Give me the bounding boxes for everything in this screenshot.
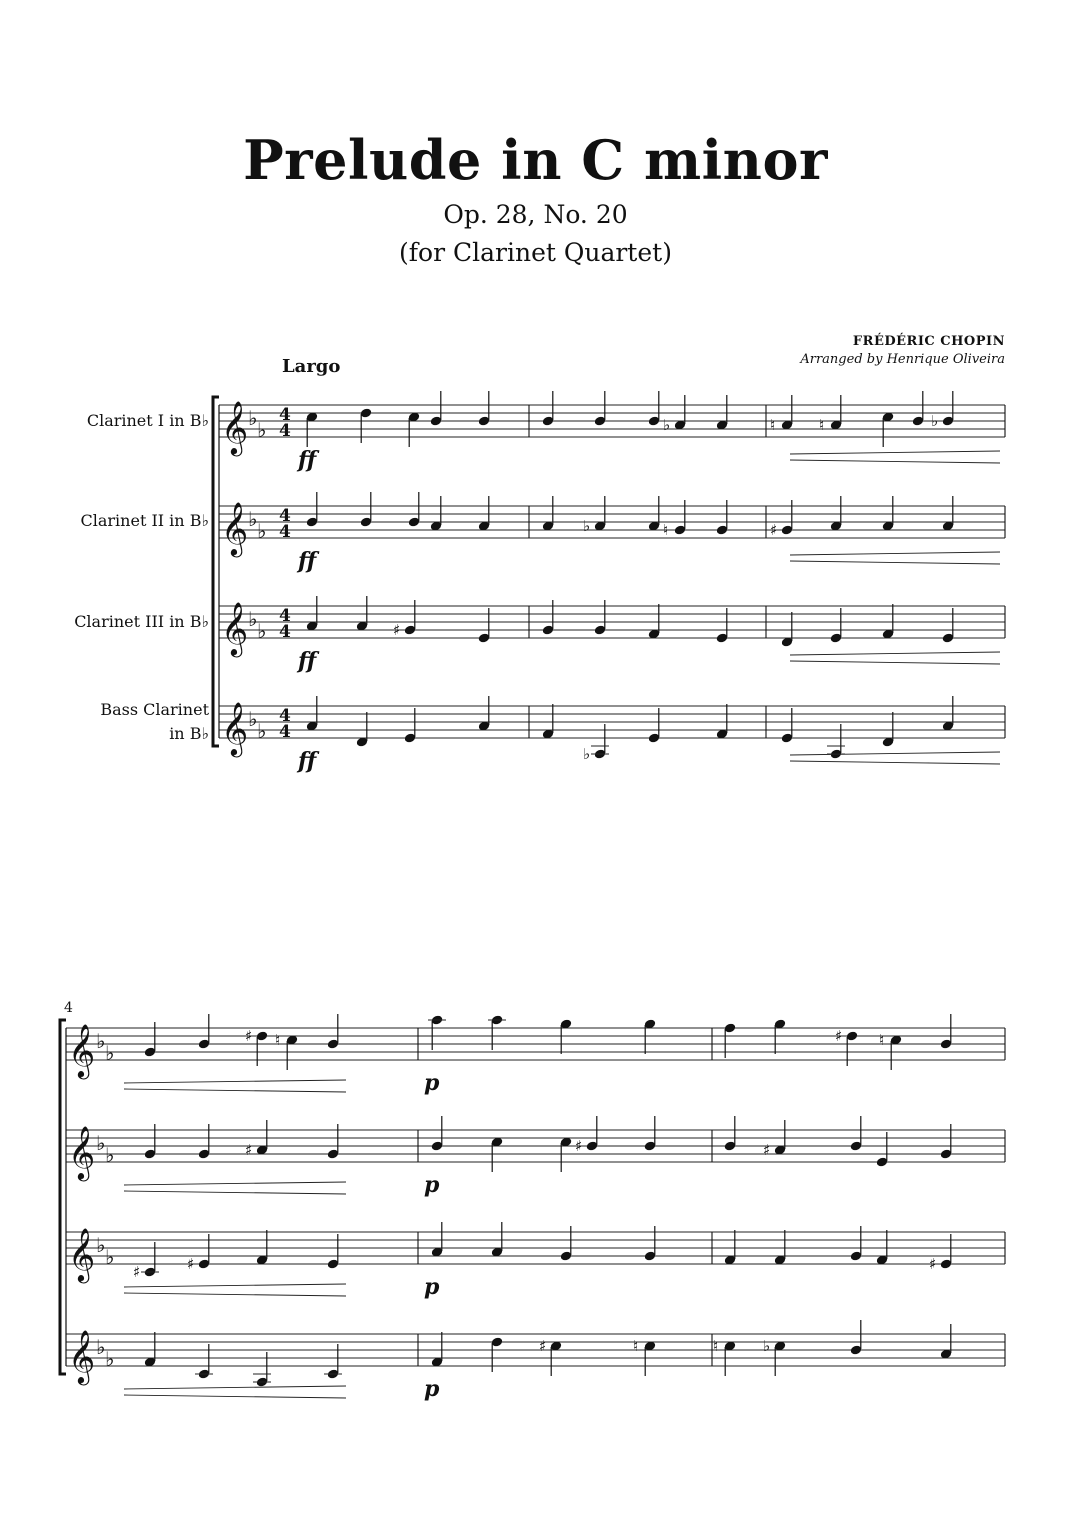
time-signature-unit: 4 [279, 522, 291, 542]
decrescendo-hairpin [124, 1080, 346, 1083]
decrescendo-hairpin [124, 1284, 346, 1287]
system-bracket [213, 397, 219, 746]
time-signature-beats: 4 [279, 606, 291, 626]
system-bracket [60, 1020, 66, 1374]
flat-icon: ♭ [257, 619, 267, 643]
sharp-icon: ♯ [763, 1141, 771, 1159]
natural-icon: ♮ [633, 1337, 639, 1355]
sharp-icon: ♯ [393, 621, 401, 639]
page-title: Prelude in C minor [243, 128, 828, 192]
sharp-icon: ♯ [245, 1141, 253, 1159]
flat-icon: ♭ [96, 1233, 106, 1257]
tempo-marking: Largo [282, 356, 341, 377]
decrescendo-hairpin [790, 752, 1000, 755]
dynamic-marking: p [424, 1274, 440, 1300]
time-signature-unit: 4 [279, 722, 291, 742]
time-signature-beats: 4 [279, 405, 291, 425]
time-signature-beats: 4 [279, 706, 291, 726]
instrument-label-clarinet-2: Clarinet II in B♭ [80, 511, 209, 530]
treble-clef-icon: 𝄞 [221, 601, 249, 655]
instrument-label-clarinet-1: Clarinet I in B♭ [86, 411, 209, 430]
opus-subtitle: Op. 28, No. 20 [443, 200, 628, 229]
decrescendo-hairpin [790, 652, 1000, 655]
flat-icon: ♭ [663, 416, 671, 434]
flat-icon: ♭ [257, 519, 267, 543]
treble-clef-icon: 𝄞 [68, 1023, 96, 1077]
flat-icon: ♭ [105, 1347, 115, 1371]
natural-icon: ♮ [819, 416, 825, 434]
decrescendo-hairpin [124, 1191, 346, 1194]
dynamic-marking: p [424, 1070, 440, 1096]
instrumentation-subtitle: (for Clarinet Quartet) [399, 238, 672, 267]
decrescendo-hairpin [790, 552, 1000, 555]
sharp-icon: ♯ [835, 1027, 843, 1045]
flat-icon: ♭ [105, 1041, 115, 1065]
flat-icon: ♭ [248, 607, 258, 631]
treble-clef-icon: 𝄞 [68, 1125, 96, 1179]
decrescendo-hairpin [790, 460, 1000, 463]
sharp-icon: ♯ [770, 521, 778, 539]
flat-icon: ♭ [931, 412, 939, 430]
natural-icon: ♮ [663, 521, 669, 539]
flat-icon: ♭ [248, 707, 258, 731]
composer-credit: FRÉDÉRIC CHOPIN [852, 334, 1005, 349]
sharp-icon: ♯ [187, 1255, 195, 1273]
dynamic-marking: ff [298, 748, 317, 774]
time-signature-unit: 4 [279, 421, 291, 441]
dynamic-marking: p [424, 1376, 440, 1402]
treble-clef-icon: 𝄞 [68, 1227, 96, 1281]
decrescendo-hairpin [790, 451, 1000, 454]
flat-icon: ♭ [248, 507, 258, 531]
decrescendo-hairpin [124, 1089, 346, 1092]
time-signature-unit: 4 [279, 622, 291, 642]
flat-icon: ♭ [96, 1029, 106, 1053]
flat-icon: ♭ [105, 1143, 115, 1167]
flat-icon: ♭ [257, 719, 267, 743]
instrument-label-bass-clarinet: Bass Clarinet in B♭ [100, 700, 209, 743]
decrescendo-hairpin [790, 561, 1000, 564]
decrescendo-hairpin [124, 1293, 346, 1296]
treble-clef-icon: 𝄞 [221, 701, 249, 755]
sharp-icon: ♯ [575, 1137, 583, 1155]
instrument-label-clarinet-3: Clarinet III in B♭ [74, 612, 209, 631]
dynamic-marking: p [424, 1172, 440, 1198]
sharp-icon: ♯ [133, 1263, 141, 1281]
decrescendo-hairpin [124, 1386, 346, 1389]
decrescendo-hairpin [790, 661, 1000, 664]
treble-clef-icon: 𝄞 [221, 400, 249, 454]
flat-icon: ♭ [583, 517, 591, 535]
flat-icon: ♭ [763, 1337, 771, 1355]
natural-icon: ♮ [879, 1031, 885, 1049]
flat-icon: ♭ [96, 1335, 106, 1359]
arranger-credit: Arranged by Henrique Oliveira [800, 352, 1005, 367]
flat-icon: ♭ [583, 745, 591, 763]
dynamic-marking: ff [298, 447, 317, 473]
natural-icon: ♮ [713, 1337, 719, 1355]
flat-icon: ♭ [248, 406, 258, 430]
dynamic-marking: ff [298, 648, 317, 674]
flat-icon: ♭ [105, 1245, 115, 1269]
decrescendo-hairpin [124, 1182, 346, 1185]
decrescendo-hairpin [124, 1395, 346, 1398]
sharp-icon: ♯ [539, 1337, 547, 1355]
dynamic-marking: ff [298, 548, 317, 574]
natural-icon: ♮ [770, 416, 776, 434]
natural-icon: ♮ [275, 1031, 281, 1049]
treble-clef-icon: 𝄞 [68, 1329, 96, 1383]
treble-clef-icon: 𝄞 [221, 501, 249, 555]
flat-icon: ♭ [257, 418, 267, 442]
flat-icon: ♭ [96, 1131, 106, 1155]
measure-number: 4 [64, 1000, 73, 1016]
sharp-icon: ♯ [929, 1255, 937, 1273]
sharp-icon: ♯ [245, 1027, 253, 1045]
decrescendo-hairpin [790, 761, 1000, 764]
time-signature-beats: 4 [279, 506, 291, 526]
